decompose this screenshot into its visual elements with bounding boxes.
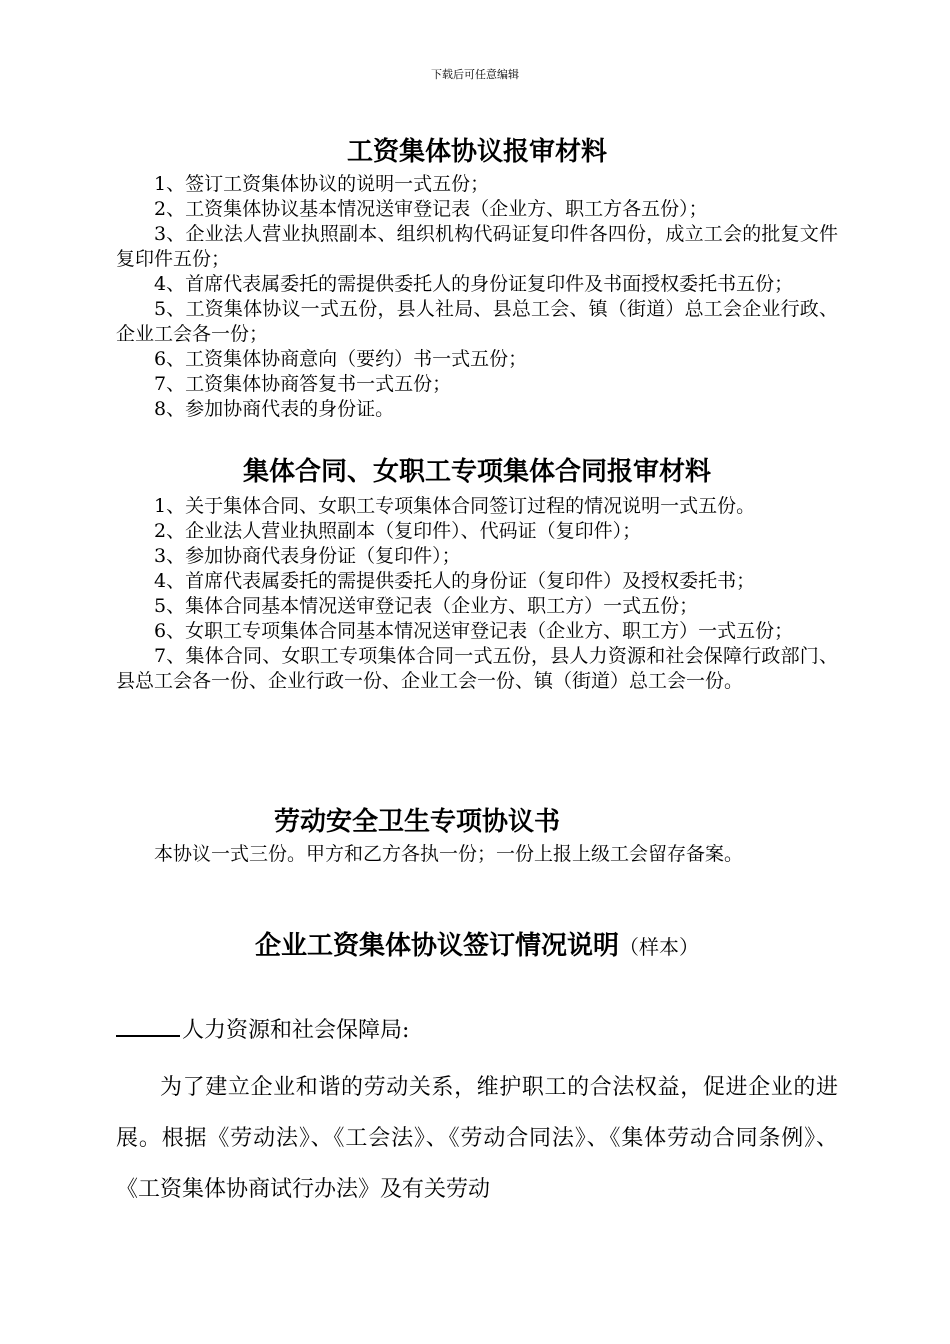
section-title: 工资集体协议报审材料 xyxy=(346,137,607,167)
addressee-line xyxy=(116,1015,838,1046)
page-title xyxy=(116,930,838,963)
list-item: 3、参加协商代表身份证（复印件）； xyxy=(154,545,461,567)
section-title: 劳动安全卫生专项协议书 xyxy=(273,807,560,837)
list-item: 8、参加协商代表的身份证。 xyxy=(154,398,395,420)
list-item: 6、工资集体协商意向（要约）书一式五份； xyxy=(154,348,528,370)
section-sample-statement xyxy=(116,930,838,963)
header-note: 下载后可任意编辑 xyxy=(431,68,519,81)
list-item: 4、首席代表属委托的需提供委托人的身份证复印件及书面授权委托书五份； xyxy=(154,273,794,295)
list-item: 7、工资集体协商答复书一式五份； xyxy=(154,373,452,395)
addressee-text: 人力资源和社会保障局: xyxy=(182,1018,410,1043)
list-item: 5、工资集体协议一式五份，县人社局、县总工会、镇（街道）总工会企业行政、企业工会各一份； xyxy=(116,298,838,345)
list-item: 2、企业法人营业执照副本（复印件）、代码证（复印件）； xyxy=(154,520,642,542)
list-item: 本协议一式三份。甲方和乙方各执一份；一份上报上级工会留存备案。 xyxy=(154,843,744,865)
title-text: 企业工资集体协议签订情况说明 xyxy=(254,931,619,961)
list-item: 4、首席代表属委托的需提供委托人的身份证（复印件）及授权委托书； xyxy=(154,570,756,592)
list-item: 7、集体合同、女职工专项集体合同一式五份，县人力资源和社会保障行政部门、县总工会各一份、企业行政一份、企业工会一份、镇（街道）总工会一份。 xyxy=(116,645,838,692)
list-item: 6、女职工专项集体合同基本情况送审登记表（企业方、职工方）一式五份； xyxy=(154,620,794,642)
body-paragraph: 为了建立企业和谐的劳动关系，维护职工的合法权益，促进企业的进展。根据《劳动法》、《工会法》、《劳动合同法》、《集体劳动合同条例》、《工资集体协商试行办法》及有关劳动 xyxy=(116,1075,838,1202)
title-suffix: （样本） xyxy=(619,935,699,959)
section-wage-agreement xyxy=(116,136,838,422)
list-item: 5、集体合同基本情况送审登记表（企业方、职工方）一式五份； xyxy=(154,595,699,617)
list-item: 2、工资集体协议基本情况送审登记表（企业方、职工方各五份）； xyxy=(154,198,708,220)
section-collective-contract xyxy=(116,456,838,694)
section-safety-agreement xyxy=(116,806,838,867)
list-item: 3、企业法人营业执照副本、组织机构代码证复印件各四份，成立工会的批复文件复印件五份； xyxy=(116,223,838,270)
section-title: 集体合同、女职工专项集体合同报审材料 xyxy=(242,457,711,487)
list-item: 1、签订工资集体协议的说明一式五份； xyxy=(154,173,490,195)
blank-fill-line xyxy=(116,1015,180,1037)
list-item: 1、关于集体合同、女职工专项集体合同签订过程的情况说明一式五份。 xyxy=(154,495,756,517)
